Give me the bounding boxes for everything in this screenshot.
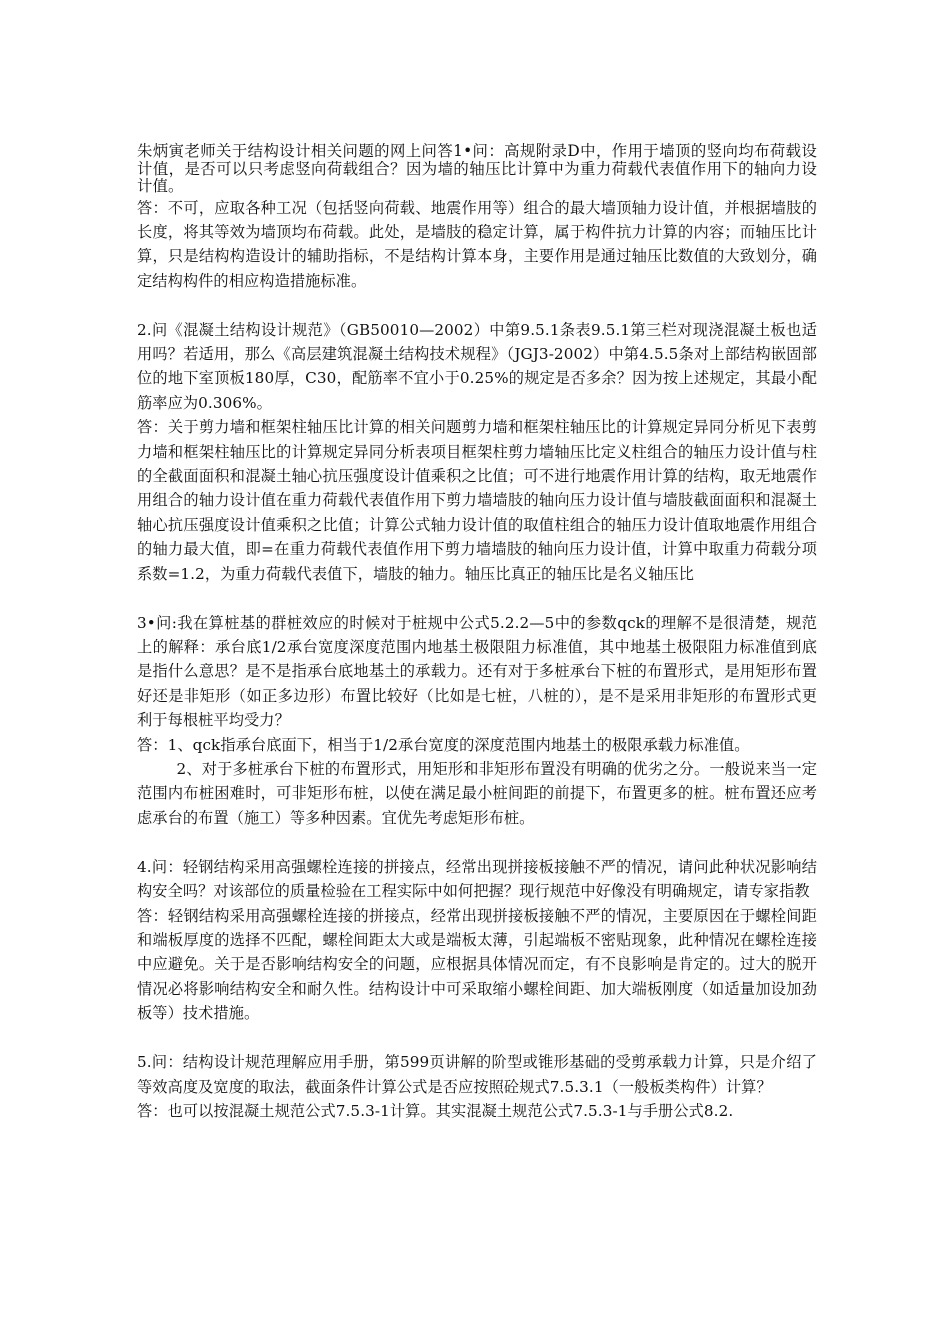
question-2: 2.问《混凝土结构设计规范》（GB50010—2002）中第9.5.1条表9.5.1第三栏对现浇混凝土板也适用吗？若适用，那么《高层建筑混凝土结构技术规程》（JGJ3-2002）中第4.5.5条对上部结构嵌固部位的地下室顶板180厚，C30，配筋率不宜小于0.25%的规定是否多余？因为按上述规定，其最小配筋率应为0.306%。 xyxy=(137,320,817,412)
answer-3-part-1: 答：1、qck指承台底面下，相当于1/2承台宽度的深度范围内地基土的极限承载力标准值。 xyxy=(137,735,750,754)
section-spacer xyxy=(137,293,817,318)
answer-2: 答：关于剪力墙和框架柱轴压比计算的相关问题剪力墙和框架柱轴压比的计算规定异同分析见下表剪力墙和框架柱轴压比的计算规定异同分析表项目框架柱剪力墙轴压比定义柱组合的轴压力设计值与柱的全截面面积和混凝土轴心抗压强度设计值乘积之比值；可不进行地震作用计算的结构，取无地震作用组合的轴力设计值在重力荷载代表值作用下剪力墙墙肢的轴向压力设计值与墙肢截面面积和混凝土轴心抗压强度设计值乘积之比值；计算公式轴力设计值的取值柱组合的轴压力设计值取地震作用组合的轴力最大值，即=在重力荷载代表值作用下剪力墙墙肢的轴向压力设计值，计算中取重力荷载分项系数=1.2，为重力荷载代表值下，墙肢的轴力。轴压比真正的轴压比是名义轴压比 xyxy=(137,418,817,583)
answer-1: 答：不可，应取各种工况（包括竖向荷载、地震作用等）组合的最大墙顶轴力设计值，并根据墙肢的长度，将其等效为墙顶均布荷载。此处，是墙肢的稳定计算，属于构件抗力计算的内容；而轴压比计算，只是结构构造设计的辅助指标，不是结构计算本身，主要作用是通过轴压比数值的大致划分，确定结构构件的相应构造措施标准。 xyxy=(137,198,817,290)
question-3: 3•问:我在算桩基的群桩效应的时候对于桩规中公式5.2.2—5中的参数qck的理解不是很清楚，规范上的解释：承台底1/2承台宽度深度范围内地基土极限阻力标准值，其中地基土极限阻力标准值到底是指什么意思？是不是指承台底地基土的承载力。还有对于多桩承台下桩的布置形式，是用矩形布置好还是非矩形（如正多边形）布置比较好（比如是七桩，八桩的），是不是采用非矩形的布置形式更利于每根桩平均受力？ xyxy=(137,613,817,730)
section-spacer xyxy=(137,1026,817,1051)
answer-4: 答：轻钢结构采用高强螺栓连接的拼接点，经常出现拼接板接触不严的情况，主要原因在于螺栓间距和端板厚度的选择不匹配，螺栓间距太大或是端板太薄，引起端板不密贴现象，此种情况在螺栓连接中应避免。关于是否影响结构安全的问题，应根据具体情况而定，有不良影响是肯定的。过大的脱开情况必将影响结构安全和耐久性。结构设计中可采取缩小螺栓间距、加大端板刚度（如适量加设加劲板等）技术措施。 xyxy=(137,906,817,1023)
section-spacer xyxy=(137,830,817,855)
question-1: 朱炳寅老师关于结构设计相关问题的网上问答1•问：高规附录D中，作用于墙顶的竖向均布荷载设计值，是否可以只考虑竖向荷载组合？因为墙的轴压比计算中为重力荷载代表值作用下的轴向力设计值。 xyxy=(137,142,817,195)
document-page xyxy=(137,143,817,1123)
section-spacer xyxy=(137,586,817,611)
question-4: 4.问：轻钢结构采用高强螺栓连接的拼接点，经常出现拼接板接触不严的情况，请问此种状况影响结构安全吗？对该部位的质量检验在工程实际中如何把握？现行规范中好像没有明确规定，请专家指教 xyxy=(137,857,817,901)
answer-3-part-2: 2、对于多桩承台下桩的布置形式，用矩形和非矩形布置没有明确的优劣之分。一般说来当一定范围内布桩困难时，可非矩形布桩，以使在满足最小桩间距的前提下，布置更多的桩。桩布置还应考虑承台的布置（施工）等多种因素。宜优先考虑矩形布桩。 xyxy=(137,760,817,827)
answer-5: 答：也可以按混凝土规范公式7.5.3-1计算。其实混凝土规范公式7.5.3-1与手册公式8.2. xyxy=(137,1101,734,1120)
question-5: 5.问：结构设计规范理解应用手册，第599页讲解的阶型或锥形基础的受剪承载力计算，只是介绍了等效高度及宽度的取法，截面条件计算公式是否应按照砼规式7.5.3.1（一般板类构件）计算？ xyxy=(137,1053,817,1096)
